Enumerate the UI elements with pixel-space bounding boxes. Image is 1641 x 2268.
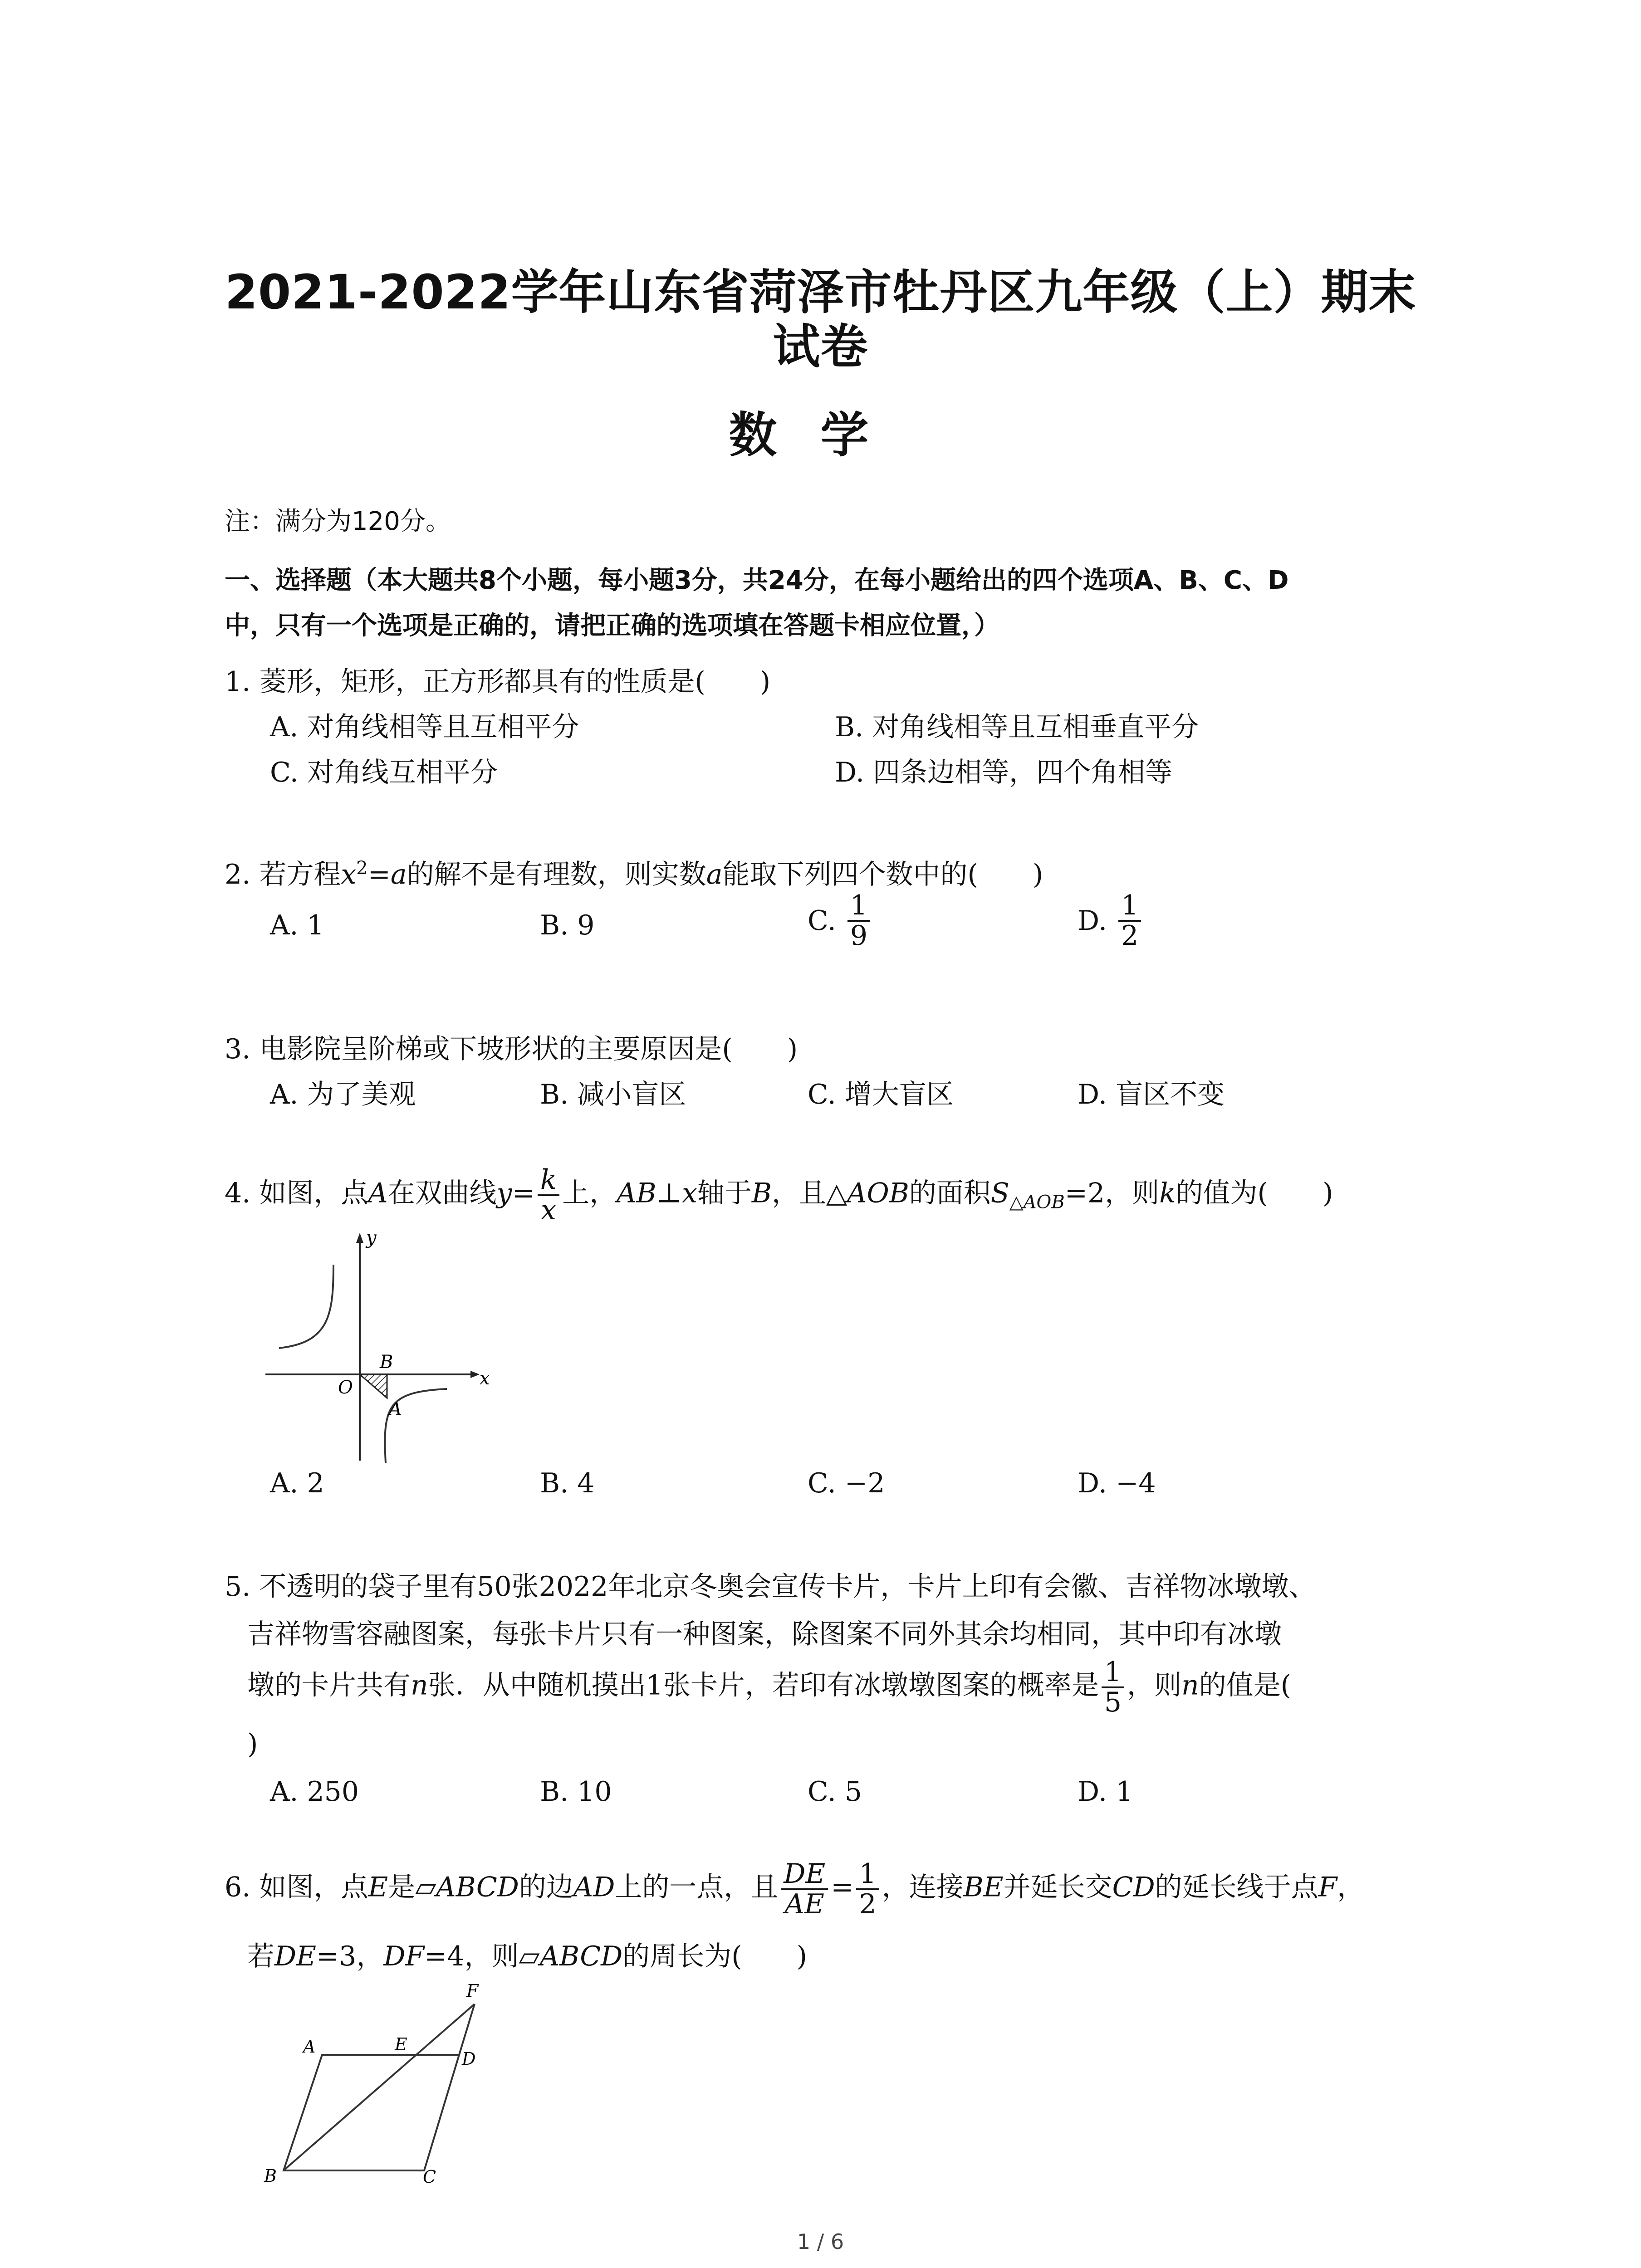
section-heading-line2: 中，只有一个选项是正确的，请把正确的选项填在答题卡相应位置，） bbox=[225, 611, 999, 640]
section-heading-line1: 一、选择题（本大题共8个小题，每小题3分，共24分，在每小题给出的四个选项A、B、C、D bbox=[225, 566, 1289, 595]
q4-ab: AB bbox=[617, 1177, 656, 1209]
q5-frac-den: 5 bbox=[1104, 1686, 1122, 1718]
q2-stem-pre: 2. 若方程 bbox=[225, 859, 341, 890]
q5-probability-fraction bbox=[1102, 1658, 1124, 1717]
q2-var-x: x bbox=[341, 859, 357, 890]
label-e: E bbox=[395, 2034, 407, 2054]
question-4-option-b: B. 4 bbox=[540, 1467, 595, 1499]
q5-var-n: n bbox=[411, 1669, 428, 1701]
question-6-figure bbox=[254, 1969, 508, 2186]
q5-var-n2: n bbox=[1181, 1669, 1199, 1701]
question-4-figure bbox=[261, 1225, 497, 1470]
q2-equals: = bbox=[367, 859, 391, 890]
q4-x-axis: x bbox=[682, 1177, 697, 1209]
label-b: B bbox=[380, 1352, 393, 1373]
q2-option-c-fraction bbox=[847, 891, 870, 950]
question-5-line4: ) bbox=[247, 1728, 258, 1760]
label-o: O bbox=[338, 1377, 353, 1398]
q4-t5: 的面积 bbox=[909, 1177, 991, 1209]
question-4-option-d: D. −4 bbox=[1078, 1467, 1156, 1499]
question-5-option-c: C. 5 bbox=[808, 1776, 862, 1808]
label-d: D bbox=[462, 2049, 476, 2069]
q6-half-num: 1 bbox=[856, 1860, 879, 1890]
q4-t6: =2，则 bbox=[1064, 1177, 1160, 1209]
q2-c-numerator: 1 bbox=[847, 891, 870, 922]
question-3-option-a: A. 为了美观 bbox=[270, 1079, 416, 1110]
q6-df: DF bbox=[383, 1941, 425, 1972]
q4-point-b: B bbox=[751, 1177, 772, 1209]
question-3-option-c: C. 增大盲区 bbox=[808, 1079, 954, 1110]
label-b: B bbox=[264, 2166, 277, 2186]
question-5-option-a: A. 250 bbox=[270, 1776, 359, 1808]
exam-title-line2: 试卷 bbox=[773, 319, 868, 374]
q6-t8: ， bbox=[1337, 1871, 1365, 1903]
q5-line3-post: 的值是( bbox=[1199, 1669, 1292, 1701]
parallelogram-diagram bbox=[254, 1969, 508, 2186]
q2-exponent: 2 bbox=[356, 858, 368, 879]
q6-abcd: ABCD bbox=[436, 1871, 519, 1903]
label-c: C bbox=[423, 2167, 436, 2186]
q4-s-subscript: △AOB bbox=[1009, 1192, 1065, 1213]
q2-stem-mid: 的解不是有理数，则实数 bbox=[407, 859, 706, 890]
q4-point-a: A bbox=[368, 1177, 388, 1209]
q2-c-denominator: 9 bbox=[850, 920, 868, 952]
q4-eq: = bbox=[512, 1177, 535, 1209]
question-3-option-b: B. 减小盲区 bbox=[540, 1079, 686, 1110]
q4-t2: 上， bbox=[562, 1177, 617, 1209]
q4-t4: ，且△ bbox=[772, 1177, 847, 1209]
question-2-option-c bbox=[808, 891, 873, 950]
q6-half-fraction bbox=[856, 1860, 879, 1919]
q6-ratio-fraction bbox=[781, 1860, 828, 1919]
q2-stem-post: 能取下列四个数中的( ) bbox=[722, 859, 1043, 890]
q4-k: k bbox=[1159, 1177, 1176, 1209]
q6-ae: AE bbox=[784, 1888, 824, 1920]
q6-de: DE bbox=[781, 1860, 828, 1890]
label-x: x bbox=[480, 1368, 490, 1389]
q6-pre: 6. 如图，点 bbox=[225, 1871, 368, 1903]
q6-be: BE bbox=[963, 1871, 1004, 1903]
question-3-stem: 3. 电影院呈阶梯或下坡形状的主要原因是( ) bbox=[225, 1033, 798, 1065]
q6-l2-post: 的周长为( ) bbox=[622, 1941, 808, 1972]
x-axis-arrow bbox=[470, 1371, 480, 1378]
q4-frac-k: k bbox=[538, 1166, 559, 1196]
question-6-line1 bbox=[225, 1860, 1364, 1919]
label-f: F bbox=[466, 1981, 479, 2001]
q6-de2: DE bbox=[274, 1941, 316, 1972]
question-5-line1: 5. 不透明的袋子里有50张2022年北京冬奥会宣传卡片，卡片上印有会徽、吉祥物冰墩墩、 bbox=[225, 1571, 1316, 1603]
exam-title-line1: 2021-2022学年山东省菏泽市牡丹区九年级（上）期末 bbox=[225, 264, 1416, 320]
question-3-option-d: D. 盲区不变 bbox=[1078, 1079, 1225, 1110]
question-1-stem: 1. 菱形，矩形，正方形都具有的性质是( ) bbox=[225, 666, 771, 698]
question-4-option-a: A. 2 bbox=[270, 1467, 324, 1499]
page-number: 1 / 6 bbox=[797, 2229, 844, 2254]
q4-aob: AOB bbox=[847, 1177, 909, 1209]
q5-line3-pre: 墩的卡片共有 bbox=[247, 1669, 411, 1701]
hyperbola-diagram bbox=[261, 1225, 497, 1470]
q2-var-a: a bbox=[390, 859, 407, 890]
question-1-option-b: B. 对角线相等且互相垂直平分 bbox=[835, 711, 1199, 743]
parallelogram-abcd bbox=[284, 2055, 459, 2170]
question-2-option-b: B. 9 bbox=[540, 909, 595, 941]
hyperbola-branch-upper-left bbox=[279, 1265, 333, 1348]
q6-l2-b: =4，则▱ bbox=[424, 1941, 540, 1972]
q5-line3-mid2: ，则 bbox=[1127, 1669, 1182, 1701]
q4-s: S bbox=[990, 1177, 1009, 1209]
q5-frac-num: 1 bbox=[1102, 1658, 1124, 1688]
q4-var-y: y bbox=[496, 1177, 512, 1209]
q6-t2: 的边 bbox=[519, 1871, 573, 1903]
q4-t3: 轴于 bbox=[697, 1177, 752, 1209]
q6-f: F bbox=[1318, 1871, 1337, 1903]
question-5-line2: 吉祥物雪容融图案，每张卡片只有一种图案，除图案不同外其余均相同，其中印有冰墩 bbox=[247, 1618, 1282, 1650]
q2-option-d-fraction bbox=[1118, 891, 1141, 950]
q4-pre: 4. 如图，点 bbox=[225, 1177, 368, 1209]
q6-ad: AD bbox=[573, 1871, 615, 1903]
question-5-option-d: D. 1 bbox=[1078, 1776, 1133, 1808]
q4-t7: 的值为( ) bbox=[1176, 1177, 1333, 1209]
question-2-option-d bbox=[1078, 891, 1144, 950]
score-note: 注：满分为120分。 bbox=[225, 507, 451, 536]
label-a: A bbox=[303, 2037, 316, 2057]
q6-t1: 是▱ bbox=[388, 1871, 436, 1903]
y-axis-arrow bbox=[356, 1233, 363, 1243]
q2-d-numerator: 1 bbox=[1118, 891, 1141, 922]
question-2-option-a: A. 1 bbox=[270, 909, 324, 941]
q6-e: E bbox=[368, 1871, 388, 1903]
shaded-triangle-aob bbox=[360, 1374, 387, 1398]
question-4-stem bbox=[225, 1166, 1333, 1225]
q6-half-den: 2 bbox=[859, 1888, 877, 1920]
question-6-line2 bbox=[247, 1935, 807, 1974]
q4-perp: ⊥ bbox=[656, 1177, 682, 1209]
q4-frac-x: x bbox=[541, 1194, 556, 1226]
q5-line3-mid: 张．从中随机摸出1张卡片，若印有冰墩墩图案的概率是 bbox=[428, 1669, 1099, 1701]
q6-l2-a: =3， bbox=[316, 1941, 384, 1972]
question-1-option-c: C. 对角线互相平分 bbox=[270, 757, 498, 788]
q4-t1: 在双曲线 bbox=[387, 1177, 497, 1209]
q6-cd: CD bbox=[1112, 1871, 1155, 1903]
question-1-option-d: D. 四条边相等，四个角相等 bbox=[835, 757, 1173, 788]
q2-option-d-label: D. bbox=[1078, 905, 1107, 937]
question-2-stem bbox=[225, 853, 1043, 892]
q6-t6: 并延长交 bbox=[1003, 1871, 1112, 1903]
question-4-option-c: C. −2 bbox=[808, 1467, 885, 1499]
q6-t4: = bbox=[831, 1871, 854, 1903]
q2-option-c-label: C. bbox=[808, 905, 836, 937]
question-5-option-b: B. 10 bbox=[540, 1776, 612, 1808]
q2-d-denominator: 2 bbox=[1121, 920, 1139, 952]
q6-t7: 的延长线于点 bbox=[1155, 1871, 1318, 1903]
label-a: A bbox=[389, 1399, 402, 1420]
question-1-option-a: A. 对角线相等且互相平分 bbox=[270, 711, 579, 743]
q4-fraction-k-over-x bbox=[538, 1166, 559, 1225]
label-y: y bbox=[366, 1227, 377, 1248]
q2-var-a2: a bbox=[706, 859, 723, 890]
subject-title: 数学 bbox=[729, 407, 912, 463]
q6-t5: ，连接 bbox=[882, 1871, 964, 1903]
q6-l2-pre: 若 bbox=[247, 1941, 274, 1972]
question-5-line3 bbox=[247, 1658, 1291, 1717]
q6-abcd2: ABCD bbox=[539, 1941, 623, 1972]
q6-t3: 上的一点，且 bbox=[615, 1871, 779, 1903]
